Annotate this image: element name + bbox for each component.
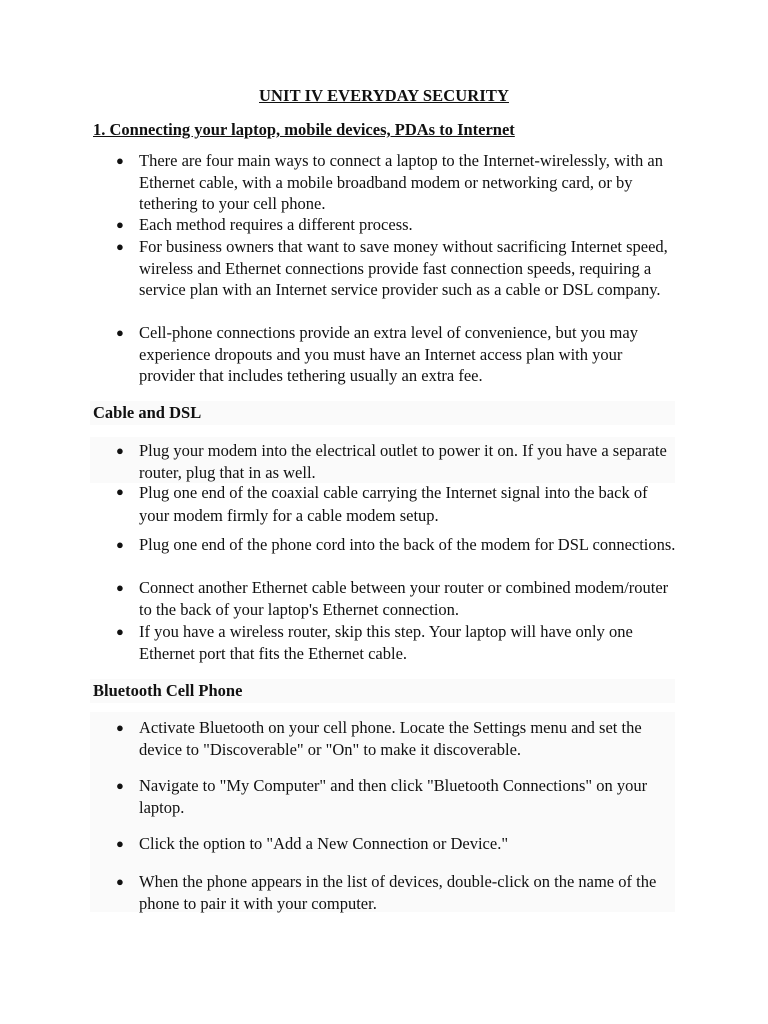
list-item-text: There are four main ways to connect a laptop to the Internet-wirelessly, with an Ethernet cable, with a mobile broadband modem or networking card, or by tethering to your cell phone. [139, 151, 663, 213]
list-item-text: Click the option to "Add a New Connection or Device." [139, 834, 509, 853]
list-item [116, 621, 679, 664]
list-item [116, 871, 679, 914]
list-item-text: Navigate to "My Computer" and then click "Bluetooth Connections" on your laptop. [139, 776, 648, 817]
bullet-icon: ● [116, 624, 124, 639]
list-item-text: Plug one end of the coaxial cable carrying the Internet signal into the back of your modem firmly for a cable modem setup. [139, 483, 648, 525]
bullet-icon: ● [116, 217, 124, 232]
list-item [116, 236, 679, 301]
bullet-icon: ● [116, 153, 124, 168]
list-item [116, 440, 679, 483]
list-item-text: For business owners that want to save money without sacrificing Internet speed, wireless and Ethernet connections provide fast connection speeds, requiring a service plan with an Internet service provider such as a cable or DSL company. [139, 237, 668, 299]
page-title: UNIT IV EVERYDAY SECURITY [259, 86, 509, 105]
list-item [116, 481, 679, 527]
list-item-text: Plug one end of the phone cord into the back of the modem for DSL connections. [139, 535, 676, 554]
bullet-icon: ● [116, 874, 124, 889]
bullet-icon: ● [116, 580, 124, 595]
list-item-text: Connect another Ethernet cable between your router or combined modem/router to the back of your laptop's Ethernet connection. [139, 578, 669, 619]
bullet-icon: ● [116, 443, 124, 458]
list-item-text: Cell-phone connections provide an extra level of convenience, but you may experience dropouts and you must have an Internet access plan with your provider that includes tethering usually an extra fee. [139, 323, 638, 385]
list-item-text: Activate Bluetooth on your cell phone. Locate the Settings menu and set the device to "Discoverable" or "On" to make it discoverable. [139, 718, 642, 759]
bullet-icon: ● [116, 720, 124, 735]
list-item-text: Plug your modem into the electrical outlet to power it on. If you have a separate router, plug that in as well. [139, 441, 667, 482]
list-item-text: If you have a wireless router, skip this step. Your laptop will have only one Ethernet port that fits the Ethernet cable. [139, 622, 633, 663]
section-heading-bluetooth: Bluetooth Cell Phone [93, 681, 243, 700]
list-item [116, 534, 679, 556]
bullet-icon: ● [116, 325, 124, 340]
bullet-icon: ● [116, 836, 124, 851]
list-item-text: When the phone appears in the list of devices, double-click on the name of the phone to pair it with your computer. [139, 872, 657, 913]
list-item [116, 214, 679, 236]
bullet-icon: ● [116, 484, 124, 499]
list-item [116, 833, 679, 855]
bullet-icon: ● [116, 239, 124, 254]
list-item [116, 322, 679, 387]
list-item [116, 577, 679, 620]
bullet-icon: ● [116, 537, 124, 552]
list-item [116, 150, 679, 215]
list-item [116, 775, 679, 818]
list-item-text: Each method requires a different process. [139, 215, 413, 234]
list-item [116, 717, 679, 760]
bullet-icon: ● [116, 778, 124, 793]
section-heading-connecting: 1. Connecting your laptop, mobile devices, PDAs to Internet [93, 120, 515, 139]
section-heading-cable-dsl: Cable and DSL [93, 403, 202, 422]
